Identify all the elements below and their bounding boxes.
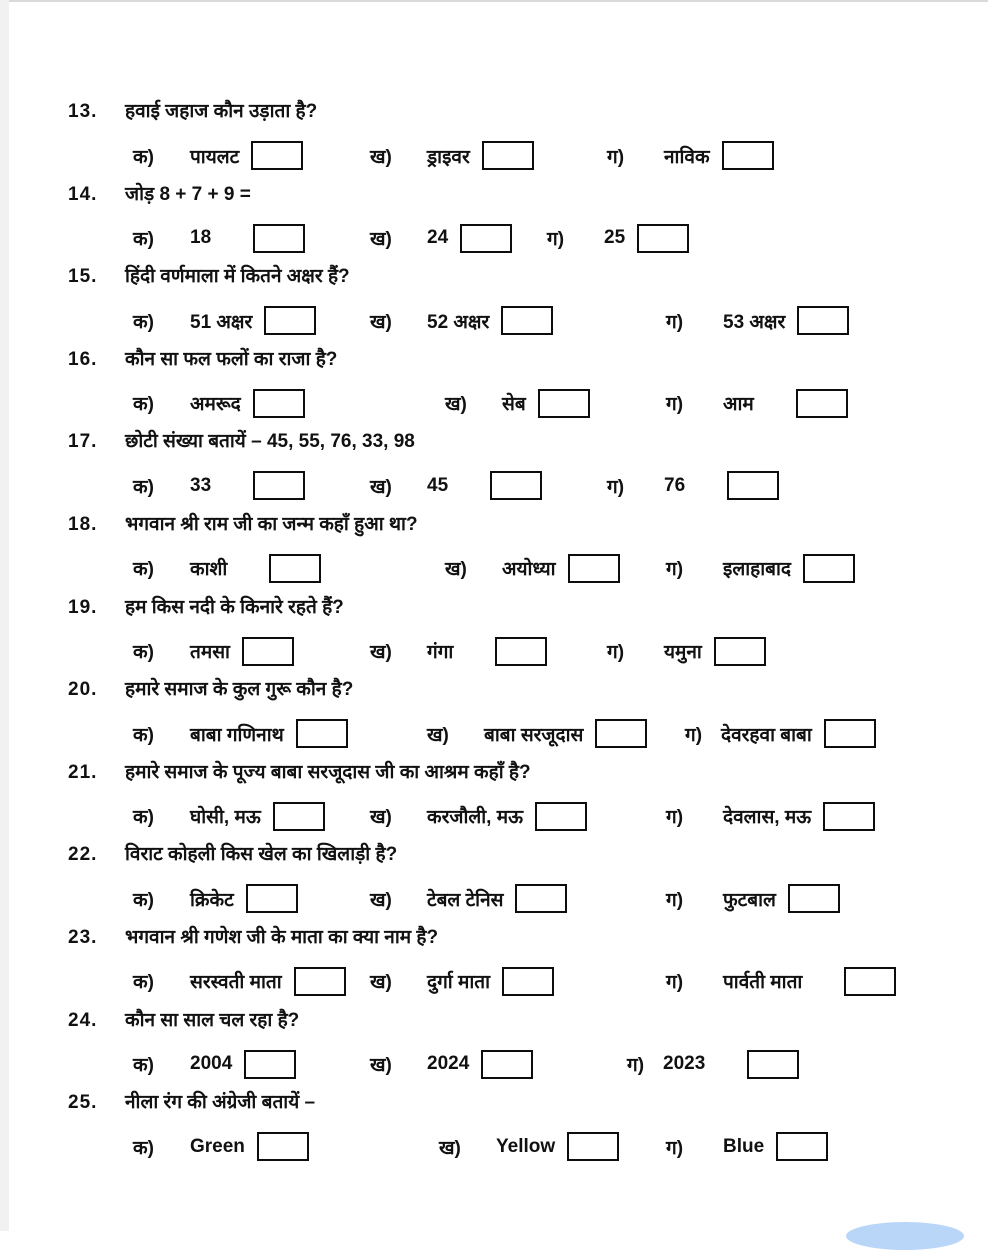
option-label: ख)	[445, 394, 467, 416]
answer-box[interactable]	[294, 967, 346, 996]
question-line	[68, 265, 958, 289]
option-c	[666, 1132, 828, 1161]
options-row	[68, 141, 958, 170]
option-b	[370, 141, 607, 170]
answer-box[interactable]	[727, 471, 779, 500]
option-a	[133, 1050, 370, 1079]
page-left-margin	[0, 0, 9, 1231]
question-number: 20.	[68, 679, 98, 701]
option-label: ग)	[666, 394, 684, 416]
answer-box[interactable]	[460, 224, 512, 253]
question-line	[68, 926, 958, 950]
option-text: 33	[190, 474, 212, 496]
option-text: यमुना	[664, 642, 702, 664]
option-label: क)	[133, 559, 154, 581]
answer-box[interactable]	[797, 306, 849, 335]
answer-box[interactable]	[296, 719, 348, 748]
option-label: क)	[133, 1055, 154, 1077]
question-number: 21.	[68, 761, 98, 783]
option-label: क)	[133, 146, 154, 168]
option-label: ख)	[445, 559, 467, 581]
answer-box[interactable]	[501, 306, 553, 335]
option-label: ग)	[666, 889, 684, 911]
question-text: नीला रंग की अंग्रेजी बतायें –	[125, 1092, 316, 1114]
question-text: विराट कोहली किस खेल का खिलाड़ी है?	[125, 844, 398, 866]
question-line	[68, 1091, 958, 1115]
option-text: Green	[190, 1135, 245, 1157]
option-label: ख)	[427, 724, 449, 746]
question-number: 18.	[68, 513, 98, 535]
option-a	[133, 471, 370, 500]
options-row	[68, 1132, 958, 1161]
option-text: सरस्वती माता	[190, 972, 282, 994]
option-c	[666, 554, 855, 583]
question-text: छोटी संख्या बतायें – 45, 55, 76, 33, 98	[125, 431, 415, 453]
option-text: ड्राइवर	[427, 146, 470, 168]
option-a	[133, 554, 445, 583]
option-label: क)	[133, 476, 154, 498]
answer-box[interactable]	[844, 967, 896, 996]
question-18	[68, 513, 958, 596]
option-text: 52 अक्षर	[427, 311, 490, 333]
option-text: नाविक	[664, 146, 710, 168]
answer-box[interactable]	[535, 802, 587, 831]
answer-box[interactable]	[722, 141, 774, 170]
option-label: क)	[133, 394, 154, 416]
option-label: ग)	[607, 642, 625, 664]
answer-box[interactable]	[502, 967, 554, 996]
options-row	[68, 967, 958, 996]
option-c	[666, 389, 848, 418]
option-c	[685, 719, 876, 748]
question-number: 19.	[68, 596, 98, 618]
question-line	[68, 430, 958, 454]
answer-box[interactable]	[253, 224, 305, 253]
option-text: टेबल टेनिस	[427, 889, 504, 911]
question-17	[68, 430, 958, 513]
option-text: पार्वती माता	[723, 972, 803, 994]
question-text: जोड़ 8 + 7 + 9 =	[125, 183, 251, 205]
option-b	[439, 1132, 666, 1161]
option-c	[627, 1050, 799, 1079]
option-text: 2004	[190, 1053, 233, 1075]
option-text: इलाहाबाद	[723, 559, 792, 581]
option-label: ग)	[607, 146, 625, 168]
answer-box[interactable]	[788, 884, 840, 913]
question-text: भगवान श्री राम जी का जन्म कहाँ हुआ था?	[125, 513, 418, 535]
question-number: 17.	[68, 431, 98, 453]
answer-box[interactable]	[246, 884, 298, 913]
question-line	[68, 348, 958, 372]
option-text: सेब	[502, 394, 526, 416]
option-c	[607, 141, 774, 170]
answer-box[interactable]	[264, 306, 316, 335]
option-text: 24	[427, 227, 449, 249]
option-text: 25	[604, 227, 626, 249]
option-text: 2024	[427, 1053, 470, 1075]
option-label: ग)	[666, 311, 684, 333]
options-row	[68, 719, 958, 748]
question-22	[68, 843, 958, 926]
answer-box[interactable]	[747, 1050, 799, 1079]
answer-box[interactable]	[515, 884, 567, 913]
option-label: क)	[133, 642, 154, 664]
option-b	[370, 1050, 627, 1079]
answer-box[interactable]	[253, 389, 305, 418]
answer-box[interactable]	[568, 554, 620, 583]
option-text: अयोध्या	[502, 559, 556, 581]
option-text: फुटबाल	[723, 889, 776, 911]
answer-box[interactable]	[495, 637, 547, 666]
option-c	[666, 306, 849, 335]
option-text: 76	[664, 474, 686, 496]
option-label: क)	[133, 229, 154, 251]
answer-box[interactable]	[824, 719, 876, 748]
question-line	[68, 843, 958, 867]
question-text: हमारे समाज के पूज्य बाबा सरजूदास जी का आश्रम कहाँ है?	[125, 761, 531, 783]
option-text: आम	[723, 394, 754, 416]
answer-box[interactable]	[482, 141, 534, 170]
option-label: ग)	[547, 229, 565, 251]
option-a	[133, 967, 370, 996]
option-label: क)	[133, 311, 154, 333]
options-row	[68, 802, 958, 831]
option-b	[370, 224, 547, 253]
option-c	[666, 884, 840, 913]
worksheet-page	[68, 100, 958, 1174]
option-label: ख)	[370, 889, 392, 911]
option-label: ग)	[627, 1055, 645, 1077]
question-13	[68, 100, 958, 183]
option-text: क्रिकेट	[190, 889, 234, 911]
answer-box[interactable]	[714, 637, 766, 666]
option-label: ग)	[666, 559, 684, 581]
option-a	[133, 306, 370, 335]
option-label: ख)	[370, 311, 392, 333]
option-b	[445, 389, 666, 418]
answer-box[interactable]	[776, 1132, 828, 1161]
question-number: 14.	[68, 183, 98, 205]
question-16	[68, 348, 958, 431]
page-top-border	[9, 0, 988, 2]
question-text: कौन सा साल चल रहा है?	[125, 1009, 300, 1031]
option-text: 18	[190, 227, 212, 249]
options-row	[68, 637, 958, 666]
answer-box[interactable]	[490, 471, 542, 500]
option-text: करजौली, मऊ	[427, 807, 524, 829]
question-14	[68, 183, 958, 266]
option-c	[607, 471, 779, 500]
question-line	[68, 761, 958, 785]
option-text: Blue	[723, 1135, 765, 1157]
option-text: काशी	[190, 559, 228, 581]
options-row	[68, 224, 958, 253]
question-line	[68, 100, 958, 124]
question-text: हमारे समाज के कुल गुरू कौन है?	[125, 679, 354, 701]
question-text: हवाई जहाज कौन उड़ाता है?	[125, 101, 318, 122]
option-label: ग)	[685, 724, 703, 746]
option-b	[370, 967, 666, 996]
option-label: ग)	[666, 972, 684, 994]
question-20	[68, 678, 958, 761]
option-text: गंगा	[427, 642, 454, 664]
option-label: ख)	[370, 972, 392, 994]
option-label: ख)	[370, 146, 392, 168]
question-25	[68, 1091, 958, 1174]
question-number: 13.	[68, 101, 98, 122]
option-a	[133, 637, 370, 666]
option-label: क)	[133, 889, 154, 911]
option-a	[133, 224, 370, 253]
option-text: 53 अक्षर	[723, 311, 786, 333]
option-b	[370, 884, 666, 913]
question-line	[68, 513, 958, 537]
question-line	[68, 183, 958, 207]
option-text: 45	[427, 474, 449, 496]
answer-box[interactable]	[803, 554, 855, 583]
option-text: बाबा गणिनाथ	[190, 724, 284, 746]
answer-box[interactable]	[244, 1050, 296, 1079]
question-24	[68, 1009, 958, 1092]
option-label: ख)	[370, 642, 392, 664]
question-number: 15.	[68, 266, 98, 288]
options-row	[68, 884, 958, 913]
option-c	[607, 637, 766, 666]
question-text: कौन सा फल फलों का राजा है?	[125, 348, 338, 370]
option-c	[547, 224, 689, 253]
option-text: तमसा	[190, 642, 230, 664]
option-b	[445, 554, 666, 583]
answer-box[interactable]	[269, 554, 321, 583]
question-text: हिंदी वर्णमाला में कितने अक्षर हैं?	[125, 266, 350, 288]
option-label: ख)	[370, 229, 392, 251]
option-text: देवरहवा बाबा	[721, 724, 812, 746]
option-label: ख)	[370, 476, 392, 498]
option-label: ख)	[439, 1137, 461, 1159]
option-label: क)	[133, 724, 154, 746]
option-label: ग)	[666, 807, 684, 829]
option-text: दुर्गा माता	[427, 972, 491, 994]
option-text: पायलट	[190, 146, 240, 168]
option-text: Yellow	[496, 1135, 556, 1157]
option-label: ग)	[607, 476, 625, 498]
options-row	[68, 389, 958, 418]
option-text: अमरूद	[190, 394, 241, 416]
question-line	[68, 1009, 958, 1033]
answer-box[interactable]	[637, 224, 689, 253]
answer-box[interactable]	[595, 719, 647, 748]
option-label: क)	[133, 1137, 154, 1159]
question-23	[68, 926, 958, 1009]
option-b	[370, 306, 666, 335]
option-b	[370, 802, 666, 831]
option-b	[370, 471, 607, 500]
answer-box[interactable]	[273, 802, 325, 831]
question-number: 25.	[68, 1092, 98, 1114]
options-row	[68, 306, 958, 335]
option-text: देवलास, मऊ	[723, 807, 812, 829]
answer-box[interactable]	[257, 1132, 309, 1161]
option-a	[133, 389, 445, 418]
option-a	[133, 141, 370, 170]
option-a	[133, 802, 370, 831]
options-row	[68, 471, 958, 500]
option-text: बाबा सरजूदास	[484, 724, 584, 746]
question-number: 23.	[68, 926, 98, 948]
answer-box[interactable]	[253, 471, 305, 500]
options-row	[68, 554, 958, 583]
option-label: ग)	[666, 1137, 684, 1159]
option-a	[133, 884, 370, 913]
floating-action-button[interactable]	[846, 1222, 964, 1250]
question-text: भगवान श्री गणेश जी के माता का क्या नाम है?	[125, 926, 439, 948]
answer-box[interactable]	[251, 141, 303, 170]
option-label: ख)	[370, 1055, 392, 1077]
option-a	[133, 1132, 439, 1161]
option-b	[427, 719, 685, 748]
option-c	[666, 967, 896, 996]
option-c	[666, 802, 875, 831]
option-text: घोसी, मऊ	[190, 807, 261, 829]
option-text: 2023	[663, 1053, 706, 1075]
question-text: हम किस नदी के किनारे रहते हैं?	[125, 596, 344, 618]
question-line	[68, 678, 958, 702]
answer-box[interactable]	[481, 1050, 533, 1079]
options-row	[68, 1050, 958, 1079]
answer-box[interactable]	[796, 389, 848, 418]
question-21	[68, 761, 958, 844]
answer-box[interactable]	[538, 389, 590, 418]
question-number: 16.	[68, 348, 98, 370]
option-b	[370, 637, 607, 666]
question-line	[68, 596, 958, 620]
question-19	[68, 596, 958, 679]
option-label: क)	[133, 972, 154, 994]
answer-box[interactable]	[823, 802, 875, 831]
answer-box[interactable]	[242, 637, 294, 666]
answer-box[interactable]	[567, 1132, 619, 1161]
option-a	[133, 719, 427, 748]
question-15	[68, 265, 958, 348]
question-number: 22.	[68, 844, 98, 866]
option-label: ख)	[370, 807, 392, 829]
option-text: 51 अक्षर	[190, 311, 253, 333]
option-label: क)	[133, 807, 154, 829]
question-number: 24.	[68, 1009, 98, 1031]
